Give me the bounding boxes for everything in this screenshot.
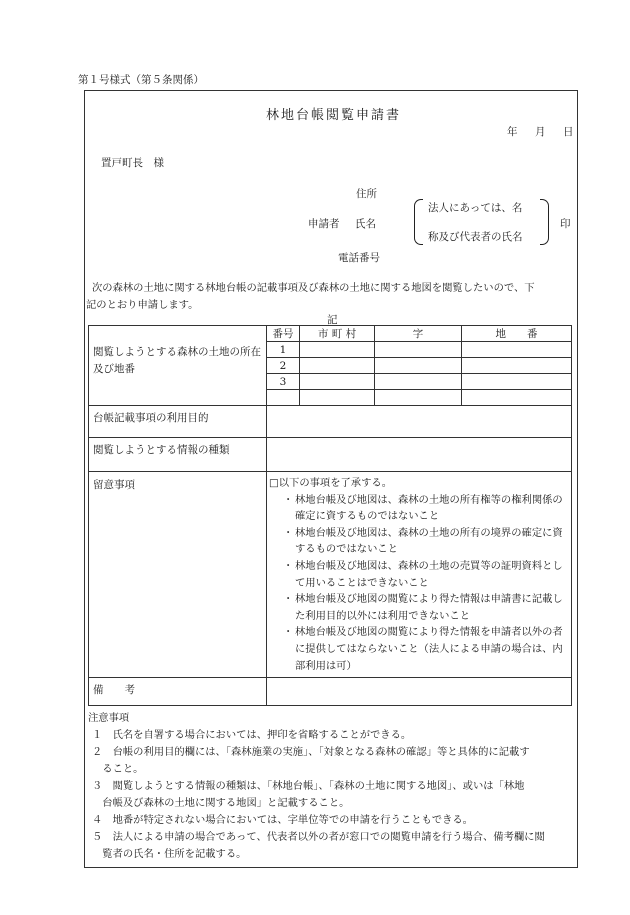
info-type-label-cell: [89, 438, 267, 472]
bracket-line-2: 称及び代表者の氏名: [428, 231, 523, 243]
row-aza-cell[interactable]: [375, 374, 462, 390]
row-aza-cell[interactable]: [375, 342, 462, 358]
caution-item: ・ 林地台帳及び地図は、森林の土地の所有の境界の確定に資するものではないこと: [283, 526, 563, 556]
purpose-label: 台帳記載事項の利用目的: [93, 412, 209, 424]
note-line: ３ 閲覧しようとする情報の種類は、「林地台帳」、「森林の土地に関する地図」、或いは「林地: [92, 780, 525, 792]
note-line: ４ 地番が特定されない場合においては、字単位等での申請を行うこともできる。: [92, 814, 473, 826]
caution-intro[interactable]: □以下の事項を了承する。: [269, 477, 392, 489]
caution-item: ・ 林地台帳及び地図は、森林の土地の所有権等の権利関係の確定に資するものではないこと: [283, 493, 563, 523]
header-aza: 字: [375, 326, 462, 342]
ki-label: 記: [327, 314, 338, 326]
row-number: 2: [267, 358, 300, 374]
header-no: 番号: [267, 326, 300, 342]
row-aza-cell[interactable]: [375, 358, 462, 374]
note-line: 台帳及び森林の土地に関する地図」と記載すること。: [92, 797, 350, 809]
note-line: ２ 台帳の利用目的欄には、「森林施業の実施」、「対象となる森林の確認」等と具体的に記載す: [92, 746, 530, 758]
bracket-right: [540, 199, 549, 245]
row-number: 1: [267, 342, 300, 358]
row-number: 3: [267, 374, 300, 390]
purpose-input-cell[interactable]: [267, 406, 572, 438]
caution-list: [269, 492, 569, 675]
form-number-label: 第１号様式（第５条関係）: [78, 74, 204, 86]
note-line: ること。: [92, 763, 144, 775]
row-chiban-cell[interactable]: [462, 358, 572, 374]
remarks-label-cell: [89, 678, 267, 706]
row-city-cell[interactable]: [300, 390, 375, 406]
note-line: 覧者の氏名・住所を記載する。: [92, 848, 247, 860]
date-year-label: 年: [507, 126, 518, 138]
row-aza-cell[interactable]: [375, 390, 462, 406]
caution-item: ・ 林地台帳及び地図の閲覧により得た情報は申請書に記載した利用目的以外には利用できないこと: [283, 593, 563, 622]
row-city-cell[interactable]: [300, 374, 375, 390]
caution-label: 留意事項: [93, 479, 135, 491]
caution-item: ・ 林地台帳及び地図は、森林の土地の売買等の証明資料として用いることはできないこと: [283, 559, 563, 589]
date-day-label: 日: [563, 126, 574, 138]
caution-item: ・ 林地台帳及び地図の閲覧により得た情報を申請者以外の者に提供してはならないこと（法人による申請の場合は、内部利用は可）: [283, 626, 563, 672]
intro-line-1: 次の森林の土地に関する林地台帳の記載事項及び森林の土地に関する地図を閲覧したいので、下: [92, 282, 535, 294]
info-type-label: 閲覧しようとする情報の種類: [93, 444, 230, 456]
row-chiban-cell[interactable]: [462, 374, 572, 390]
applicant-label: 申請者: [308, 218, 340, 230]
remarks-input-cell[interactable]: [267, 678, 572, 706]
notes-heading: 注意事項: [88, 712, 130, 724]
header-city: 市 町 村: [300, 326, 375, 342]
date-month-label: 月: [535, 126, 546, 138]
seal-mark: 印: [560, 218, 571, 230]
application-table: [88, 325, 572, 706]
note-line: ５ 法人による申請の場合であって、代表者以外の者が窓口での閲覧申請を行う場合、備考欄に閲: [92, 831, 545, 843]
location-label-cell: [89, 326, 267, 406]
address-label: 住所: [356, 188, 377, 200]
phone-label: 電話番号: [338, 252, 380, 264]
row-city-cell[interactable]: [300, 358, 375, 374]
info-type-input-cell[interactable]: [267, 438, 572, 472]
purpose-label-cell: [89, 406, 267, 438]
caution-content-cell: [267, 472, 572, 678]
location-label: 閲覧しようとする森林の土地の所在及び地番: [93, 346, 261, 375]
bracket-line-1: 法人にあっては、名: [428, 202, 523, 214]
caution-label-cell: [89, 472, 267, 678]
note-line: １ 氏名を自署する場合においては、押印を省略することができる。: [92, 729, 412, 741]
row-number: [267, 390, 300, 406]
row-chiban-cell[interactable]: [462, 342, 572, 358]
bracket-left: [414, 199, 423, 245]
row-chiban-cell[interactable]: [462, 390, 572, 406]
form-title: 林地台帳閲覧申請書: [266, 108, 402, 123]
name-label: 氏名: [355, 218, 376, 230]
remarks-label: 備 考: [93, 684, 135, 697]
intro-line-2: 記のとおり申請します。: [86, 299, 199, 311]
header-chiban: 地 番: [462, 326, 572, 342]
addressee: 置戸町長 様: [101, 157, 164, 169]
row-city-cell[interactable]: [300, 342, 375, 358]
